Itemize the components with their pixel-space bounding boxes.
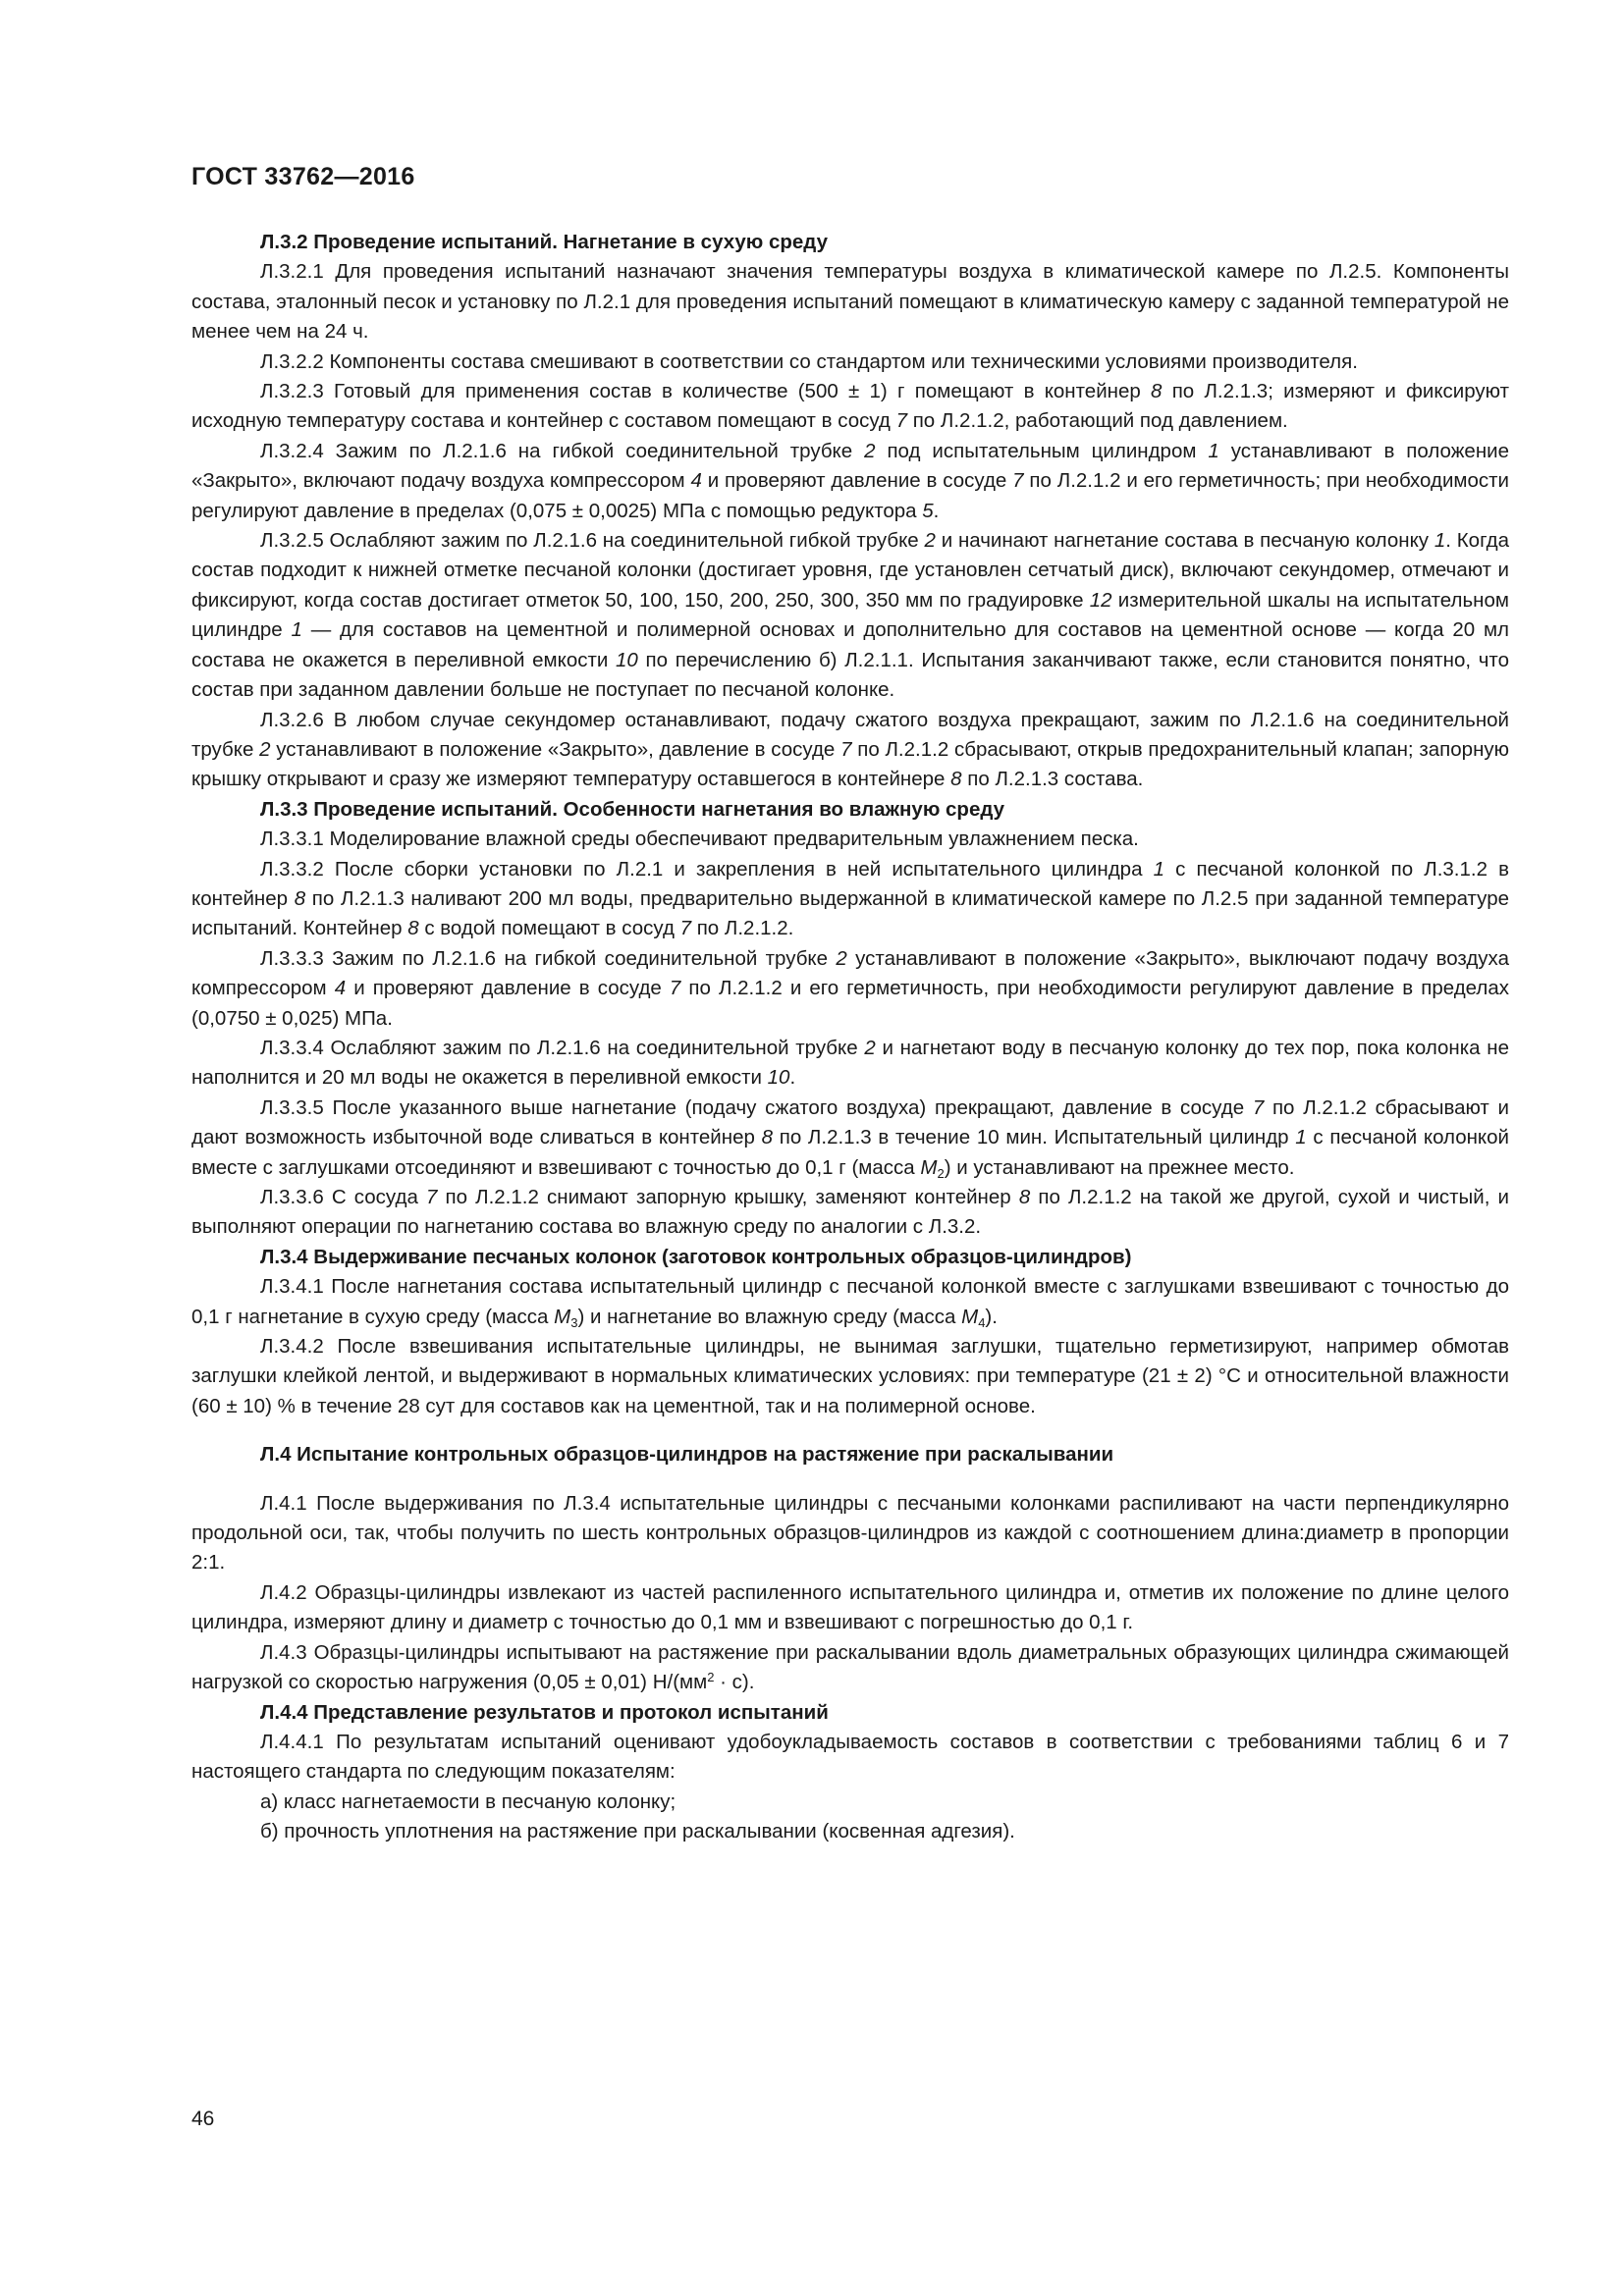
paragraph-l-3-3-1: Л.3.3.1 Моделирование влажной среды обеспечивают предварительным увлажнением песка. [260, 828, 1139, 851]
paragraph-l-3-2-4: Л.3.2.4 Зажим по Л.2.1.6 на гибкой соединительной трубке 2 под испытательным цилиндром 1 устанавливают в положение «Закрыто», включают подачу воздуха компрессором 4 и проверяют давление в сосуде 7 по Л.2.1.2 и его герметичность; при необходимости регулируют давление в пределах (0,075 ± 0,0025) МПа с помощью редуктора 5. [191, 439, 1509, 522]
subsection-heading-l-3-2: Л.3.2 Проведение испытаний. Нагнетание в сухую среду [260, 231, 828, 253]
subsection-heading-l-3-4: Л.3.4 Выдерживание песчаных колонок (заготовок контрольных образцов-цилиндров) [260, 1245, 1132, 1268]
paragraph-l-4-4-1: Л.4.4.1 По результатам испытаний оценивают удобоукладываемость составов в соответствии с требованиями таблиц 6 и 7 настоящего стандарта по следующим показателям: [191, 1730, 1509, 1784]
paragraph-l-4-3: Л.4.3 Образцы-цилиндры испытывают на растяжение при раскалывании вдоль диаметральных образующих цилиндра сжимающей нагрузкой со скоростью нагружения (0,05 ± 0,01) $Н/(мм^2 \cdot с)$. [191, 1640, 1509, 1694]
paragraph-l-3-3-4: Л.3.3.4 Ослабляют зажим по Л.2.1.6 на соединительной трубке 2 и нагнетают воду в песчаную колонку до тех пор, пока колонка не наполнится и 20 мл воды не окажется в переливной емкости 10. [191, 1036, 1509, 1090]
standard-header: ГОСТ 33762—2016 [191, 163, 415, 190]
paragraph-l-3-4-2: Л.3.4.2 После взвешивания испытательные цилиндры, не вынимая заглушки, тщательно герметизируют, например обмотав заглушки клейкой лентой, и выдерживают в нормальных климатических условиях: при температуре (21 ± 2) °С и относительной влажности (60 ± 10) % в течение 28 сут для составов как на цементной, так и на полимерной основе. [191, 1335, 1509, 1417]
paragraph-l-3-2-6: Л.3.2.6 В любом случае секундомер останавливают, подачу сжатого воздуха прекращают, зажим по Л.2.1.6 на соединительной трубке 2 устанавливают в положение «Закрыто», давление в сосуде 7 по Л.2.1.2 сбрасывают, открыв предохранительный клапан; запорную крышку открывают и сразу же измеряют температуру оставшегося в контейнере 8 по Л.2.1.3 состава. [191, 708, 1510, 791]
paragraph-l-3-3-3: Л.3.3.3 Зажим по Л.2.1.6 на гибкой соединительной трубке 2 устанавливают в положение «Закрыто», выключают подачу воздуха компрессором 4 и проверяют давление в сосуде 7 по Л.2.1.2 и его герметичность, при необходимости регулируют давление в пределах (0,0750 ± 0,025) МПа. [191, 946, 1509, 1030]
subsection-heading-l-3-3: Л.3.3 Проведение испытаний. Особенности нагнетания во влажную среду [260, 797, 1005, 821]
document-body [191, 228, 1509, 1847]
paragraph-l-3-2-3: Л.3.2.3 Готовый для применения состав в количестве (500 ± 1) г помещают в контейнер 8 по Л.2.1.3; измеряют и фиксируют исходную температуру состава и контейнер с составом помещают в сосуд 7 по Л.2.1.2, работающий под давлением. [191, 380, 1509, 433]
list-item-b: б) прочность уплотнения на растяжение при раскалывании (косвенная адгезия). [260, 1820, 1015, 1843]
paragraph-l-3-3-2: Л.3.3.2 После сборки установки по Л.2.1 и закрепления в ней испытательного цилиндра 1 с песчаной колонкой по Л.3.1.2 в контейнер 8 по Л.2.1.3 наливают 200 мл воды, предварительно выдержанной в климатической камере по Л.2.5 при заданной температуре испытаний. Контейнер 8 с водой помещают в сосуд 7 по Л.2.1.2. [191, 857, 1509, 940]
paragraph-l-3-2-1: Л.3.2.1 Для проведения испытаний назначают значения температуры воздуха в климатической камере по Л.2.5. Компоненты состава, эталонный песок и установку по Л.2.1 для проведения испытаний помещают в климатическую камеру с заданной температурой не менее чем на 24 ч. [191, 260, 1509, 344]
paragraph-l-3-3-5: Л.3.3.5 После указанного выше нагнетание (подачу сжатого воздуха) прекращают, давление в сосуде 7 по Л.2.1.2 сбрасывают и дают возможность избыточной воде сливаться в контейнер 8 по Л.2.1.3 в течение 10 мин. Испытательный цилиндр 1 с песчаной колонкой вместе с заглушками отсоединяют и взвешивают с точностью до 0,1 г (масса $M_2$) и устанавливают на прежнее место. [191, 1095, 1509, 1181]
paragraph-l-3-2-5: Л.3.2.5 Ослабляют зажим по Л.2.1.6 на соединительной гибкой трубке 2 и начинают нагнетание состава в песчаную колонку 1. Когда состав подходит к нижней отметке песчаной колонки (достигает уровня, где установлен сетчатый диск), включают секундомер, отмечают и фиксируют, когда состав достигает отметок 50, 100, 150, 200, 250, 300, 350 мм по градуировке 12 измерительной шкалы на испытательном цилиндре 1 — для составов на цементной и полимерной основах и дополнительно для составов на цементной основе — когда 20 мл состава не окажется в переливной емкости 10 по перечислению б) Л.2.1.1. Испытания заканчивают также, если становится понятно, что состав при заданном давлении больше не поступает по песчаной колонке. [191, 529, 1510, 702]
paragraph-l-3-3-6: Л.3.3.6 С сосуда 7 по Л.2.1.2 снимают запорную крышку, заменяют контейнер 8 по Л.2.1.2 на такой же другой, сухой и чистый, и выполняют операции по нагнетанию состава во влажную среду по аналогии с Л.3.2. [191, 1186, 1509, 1239]
list-item-a: а) класс нагнетаемости в песчаную колонку; [260, 1789, 676, 1813]
paragraph-l-4-2: Л.4.2 Образцы-цилиндры извлекают из частей распиленного испытательного цилиндра и, отметив их положение по длине целого цилиндра, измеряют длину и диаметр с точностью до 0,1 мм и взвешивают с погрешностью до 0,1 г. [191, 1580, 1509, 1634]
paragraph-l-3-4-1: Л.3.4.1 После нагнетания состава испытательный цилиндр с песчаной колонкой вместе с заглушками взвешивают с точностью до 0,1 г нагнетание в сухую среду (масса $M_3$) и нагнетание во влажную среду (масса $M_4$). [191, 1275, 1509, 1330]
paragraph-l-4-1: Л.4.1 После выдерживания по Л.3.4 испытательные цилиндры с песчаными колонками распиливают на части перпендикулярно продольной оси, так, чтобы получить по шесть контрольных образцов-цилиндров из каждой с соотношением длина:диаметр в пропорции 2:1. [191, 1491, 1509, 1575]
paragraph-l-3-2-2: Л.3.2.2 Компоненты состава смешивают в соответствии со стандартом или техническими условиями производителя. [260, 349, 1358, 373]
subsection-heading-l-4-4: Л.4.4 Представление результатов и протокол испытаний [260, 1700, 829, 1724]
page-number: 46 [191, 2108, 215, 2130]
section-heading-l-4: Л.4 Испытание контрольных образцов-цилиндров на растяжение при раскалывании [260, 1443, 1114, 1467]
